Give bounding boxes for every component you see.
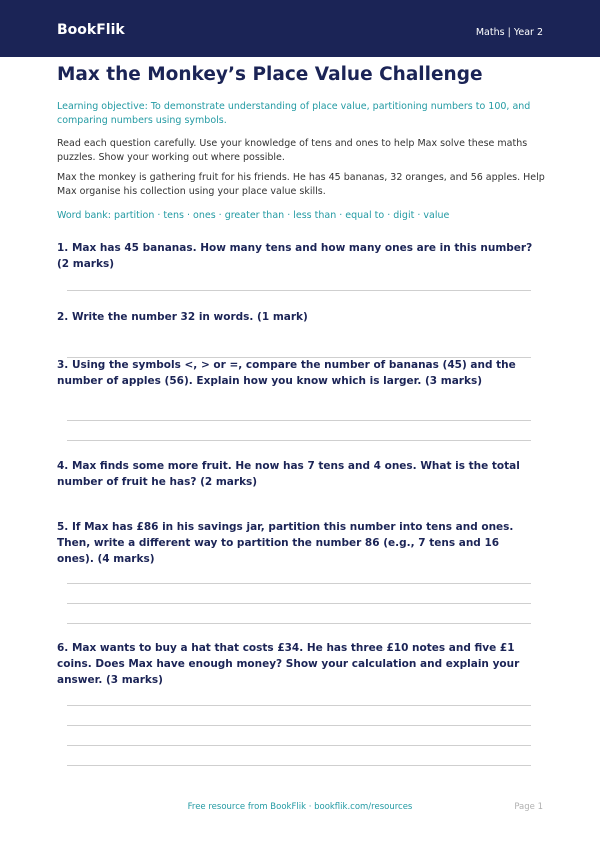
question-1: 1. Max has 45 bananas. How many tens and how many ones are in this number? (2 marks) (57, 242, 533, 270)
question-3: 3. Using the symbols <, > or =, compare the number of bananas (45) and the number of apples (56). Explain how you know which is larger. (3 marks) (57, 359, 516, 387)
instructions: Read each question carefully. Use your knowledge of tens and ones to help Max solve these maths puzzles. Show your working out where possible. (57, 138, 528, 163)
page-number: Page 1 (514, 802, 543, 812)
answer-line[interactable] (67, 623, 531, 624)
brand-logo[interactable]: BookFlik (57, 22, 125, 38)
subject-label: Maths | Year 2 (475, 27, 543, 38)
question-2: 2. Write the number 32 in words. (1 mark) (57, 311, 308, 323)
answer-line[interactable] (67, 290, 531, 291)
learning-objective: Learning objective: To demonstrate understanding of place value, partitioning numbers to 100, and comparing numbers using symbols. (57, 101, 531, 126)
question-4: 4. Max finds some more fruit. He now has 7 tens and 4 ones. What is the total number of fruit he has? (2 marks) (57, 460, 520, 488)
question-6: 6. Max wants to buy a hat that costs £34. He has three £10 notes and five £1 coins. Does Max have enough money? Show your calculation and explain your answer. (3 marks) (57, 642, 520, 686)
answer-line[interactable] (67, 440, 531, 441)
answer-line[interactable] (67, 705, 531, 706)
header-bar (0, 0, 600, 57)
answer-line[interactable] (67, 583, 531, 584)
footer-link[interactable]: Free resource from BookFlik · bookflik.com/resources (187, 802, 413, 812)
answer-line[interactable] (67, 420, 531, 421)
answer-line[interactable] (67, 745, 531, 746)
page-title: Max the Monkey’s Place Value Challenge (57, 64, 483, 85)
context-text: Max the monkey is gathering fruit for his friends. He has 45 bananas, 32 oranges, and 56 apples. Help Max organise his collection using your place value skills. (57, 172, 545, 197)
answer-line[interactable] (67, 725, 531, 726)
answer-line[interactable] (67, 765, 531, 766)
word-bank: Word bank: partition · tens · ones · greater than · less than · equal to · digit · value (57, 210, 450, 221)
answer-line[interactable] (67, 603, 531, 604)
question-5: 5. If Max has £86 in his savings jar, partition this number into tens and ones. Then, write a different way to partition the number 86 (e.g., 7 tens and 16 ones). (4 marks) (57, 521, 514, 565)
